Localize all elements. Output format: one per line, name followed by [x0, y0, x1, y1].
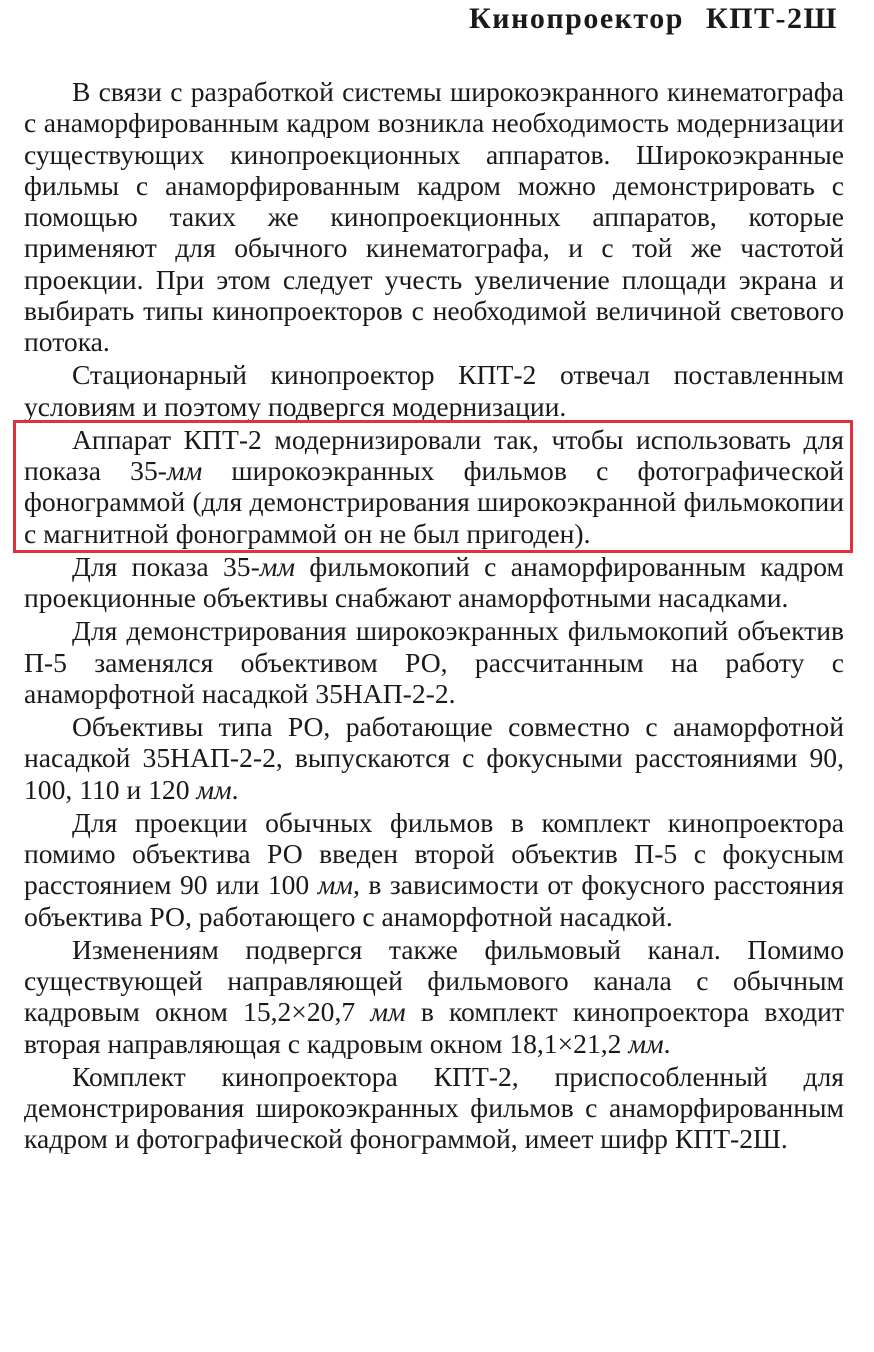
title-model: КПТ-2Ш: [705, 2, 838, 35]
unit-mm: мм: [259, 550, 296, 582]
page-title: [469, 2, 838, 36]
unit-mm: мм: [628, 1027, 664, 1059]
paragraph-film-channel: Изменениям подвергся также фильмовый канал. Помимо существующей направляющей фильмового канала с обычным кадровым окном 15,2×20,7 мм в комплект кинопроектора входит вторая направляющая с кадровым окном 18,1×21,2 мм.: [24, 933, 844, 1059]
unit-mm: мм: [370, 996, 406, 1028]
paragraph-anamorphic-attachments: Для показа 35-мм фильмокопий с анаморфированным кадром проекционные объективы снабжают анаморфотными насадками.: [24, 550, 845, 613]
paragraph-kpt2-stationary: Стационарный кинопроектор КПТ-2 отвечал поставленным условиям и поэтому подвергся модернизации.: [24, 359, 844, 422]
paragraph-ro-focal-lengths: Объективы типа РО, работающие совместно с анаморфотной насадкой 35НАП-2-2, выпускаются с фокусными расстояниями 90, 100, 110 и 120 мм.: [24, 711, 844, 805]
paragraph-second-lens: Для проекции обычных фильмов в комплект кинопроектора помимо объектива РО введен второй объектив П-5 с фокусным расстоянием 90 или 100 мм, в зависимости от фокусного расстояния объектива РО, работающего с анаморфотной насадкой.: [24, 806, 844, 932]
unit-mm: мм: [196, 773, 232, 805]
paragraph-kpt2sh-cipher: Комплект кинопроектора КПТ-2, приспособленный для демонстрирования широкоэкранных фильмов с анаморфированным кадром и фотографической фонограммой, имеет шифр КПТ-2Ш.: [24, 1060, 844, 1155]
title-product: Кинопроектор: [469, 2, 684, 35]
body-text: [24, 76, 844, 1155]
paragraph-intro: В связи с разработкой системы широкоэкранного кинематографа с анаморфированным кадром возникла необходимость модернизации существующих кинопроекционных аппаратов. Широкоэкранные фильмы с анаморфированным кадром можно демонстрировать с помощью таких же кинопроекционных аппаратов, которые применяют для обычного кинематографа, и с той же частотой проекции. При этом следует учесть увеличение площади экрана и выбирать типы кинопроекторов с необходимой величиной светового потока.: [24, 76, 844, 357]
paragraph-kpt2-modernized: Аппарат КПТ-2 модернизировали так, чтобы использовать для показа 35-мм широкоэкранных фильмов с фотографической фонограммой (для демонстрирования широкоэкранной фильмокопии с магнитной фонограммой он не был пригоден).: [24, 423, 844, 549]
unit-mm: мм: [317, 869, 353, 901]
paragraph-ro-lens: Для демонстрирования широкоэкранных фильмокопий объектив П-5 заменялся объективом РО, рассчитанным на работу с анаморфотной насадкой 35НАП-2-2.: [24, 615, 844, 709]
unit-mm: мм: [166, 455, 203, 486]
